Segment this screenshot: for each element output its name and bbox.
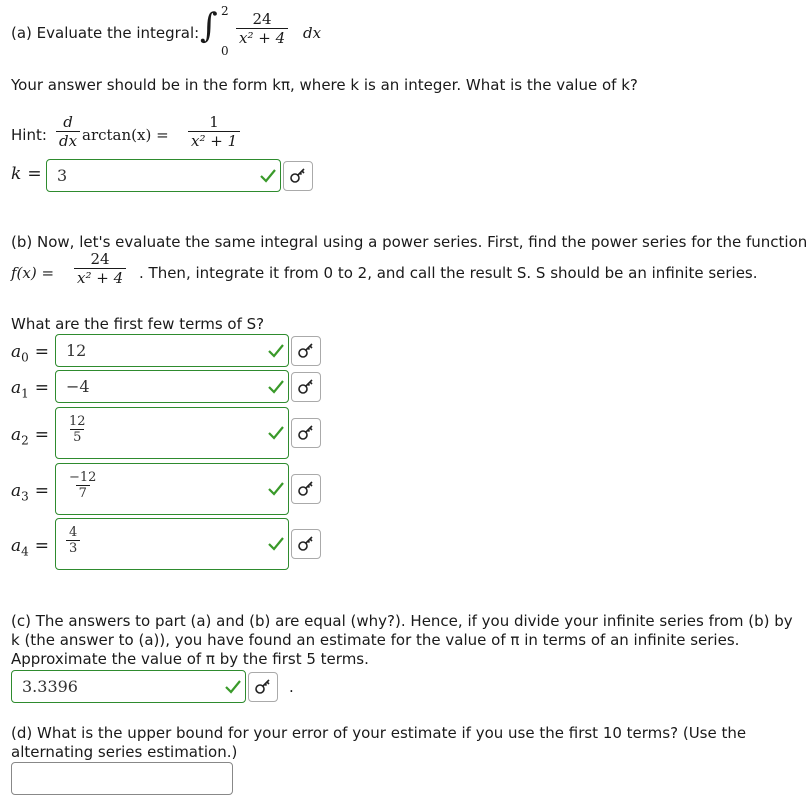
part-b-intro-rest: . Then, integrate it from 0 to 2, and call the result S. S should be an infinite series.: [139, 264, 758, 282]
a4-input[interactable]: [55, 518, 289, 570]
integral-upper: 2: [221, 4, 229, 18]
integral-dx: dx: [303, 24, 322, 42]
key-icon-button[interactable]: [291, 529, 321, 559]
hint-fraction: [188, 113, 240, 150]
hint-derivative: [56, 113, 80, 150]
error-bound-input[interactable]: [11, 762, 233, 795]
key-icon: [297, 535, 315, 553]
a3-den: 7: [76, 485, 90, 501]
integrand-num: 24: [252, 10, 272, 28]
f-label: f(x) =: [11, 264, 55, 282]
integrand-fraction: [236, 10, 288, 47]
a3-value: [66, 470, 99, 501]
key-icon: [254, 678, 272, 696]
key-icon-button[interactable]: [291, 418, 321, 448]
a4-num: 4: [69, 525, 78, 540]
key-icon-button[interactable]: [291, 336, 321, 366]
a0-label: $a_0$ =: [11, 342, 50, 365]
a2-input[interactable]: [55, 407, 289, 459]
check-icon: [224, 679, 242, 695]
a1-label: $a_1$ =: [11, 378, 50, 401]
f-den: x² + 4: [74, 268, 126, 287]
hint-den: x² + 1: [188, 131, 240, 150]
a3-num: −12: [69, 470, 97, 485]
check-icon: [267, 343, 285, 359]
key-icon-button[interactable]: [291, 474, 321, 504]
a2-value: [66, 414, 89, 445]
k-input[interactable]: [46, 159, 281, 192]
hint-label: Hint:: [11, 126, 47, 144]
a4-den: 3: [66, 540, 80, 556]
check-icon: [267, 379, 285, 395]
check-icon: [267, 536, 285, 552]
part-c-trail: .: [289, 678, 294, 696]
part-c-text: (c) The answers to part (a) and (b) are equal (why?). Hence, if you divide your infinite series from (b) by k (the answer to (a)), you have found an estimate for the value of π in terms of an infinite series. Approximate the value of π by the first 5 terms.: [11, 612, 793, 668]
pi-estimate-input[interactable]: [11, 670, 246, 703]
a1-input[interactable]: [55, 370, 289, 403]
check-icon: [259, 168, 277, 184]
key-icon: [297, 480, 315, 498]
a1-value: −4: [66, 377, 90, 396]
part-a-prefix: (a) Evaluate the integral:: [11, 24, 200, 42]
key-icon-button[interactable]: [283, 161, 313, 191]
a4-label: $a_4$ =: [11, 536, 50, 559]
a3-label: $a_3$ =: [11, 481, 50, 504]
a3-input[interactable]: [55, 463, 289, 515]
part-b-intro: (b) Now, let's evaluate the same integral using a power series. First, find the power series for the function: [11, 233, 808, 251]
key-icon: [289, 167, 307, 185]
key-icon: [297, 424, 315, 442]
hint-num: 1: [209, 113, 219, 131]
key-icon-button[interactable]: [291, 372, 321, 402]
a2-label: $a_2$ =: [11, 425, 50, 448]
integrand-den: x² + 4: [236, 28, 288, 47]
a0-input[interactable]: [55, 334, 289, 367]
k-value: 3: [57, 166, 68, 185]
f-fraction: [74, 250, 126, 287]
a0-value: 12: [66, 341, 87, 360]
key-icon: [297, 342, 315, 360]
check-icon: [267, 481, 285, 497]
check-icon: [267, 425, 285, 441]
hint-dx: dx: [56, 131, 80, 150]
integral-lower: 0: [221, 44, 229, 58]
a2-den: 5: [70, 429, 84, 445]
key-icon-button[interactable]: [248, 672, 278, 702]
part-a-instruction: Your answer should be in the form kπ, where k is an integer. What is the value of k?: [11, 76, 638, 94]
key-icon: [297, 378, 315, 396]
a4-value: [66, 525, 80, 556]
a2-num: 12: [69, 414, 86, 429]
part-d-text: (d) What is the upper bound for your error of your estimate if you use the first 10 terms? (Use the alternating series estimation.): [11, 724, 747, 761]
k-label: k =: [11, 164, 42, 184]
part-b-question: What are the first few terms of S?: [11, 315, 265, 333]
hint-d: d: [63, 113, 73, 131]
pi-estimate-value: 3.3396: [22, 677, 78, 696]
f-num: 24: [90, 250, 110, 268]
integral-sign: ∫: [200, 6, 218, 46]
hint-func: arctan(x) =: [82, 126, 169, 144]
